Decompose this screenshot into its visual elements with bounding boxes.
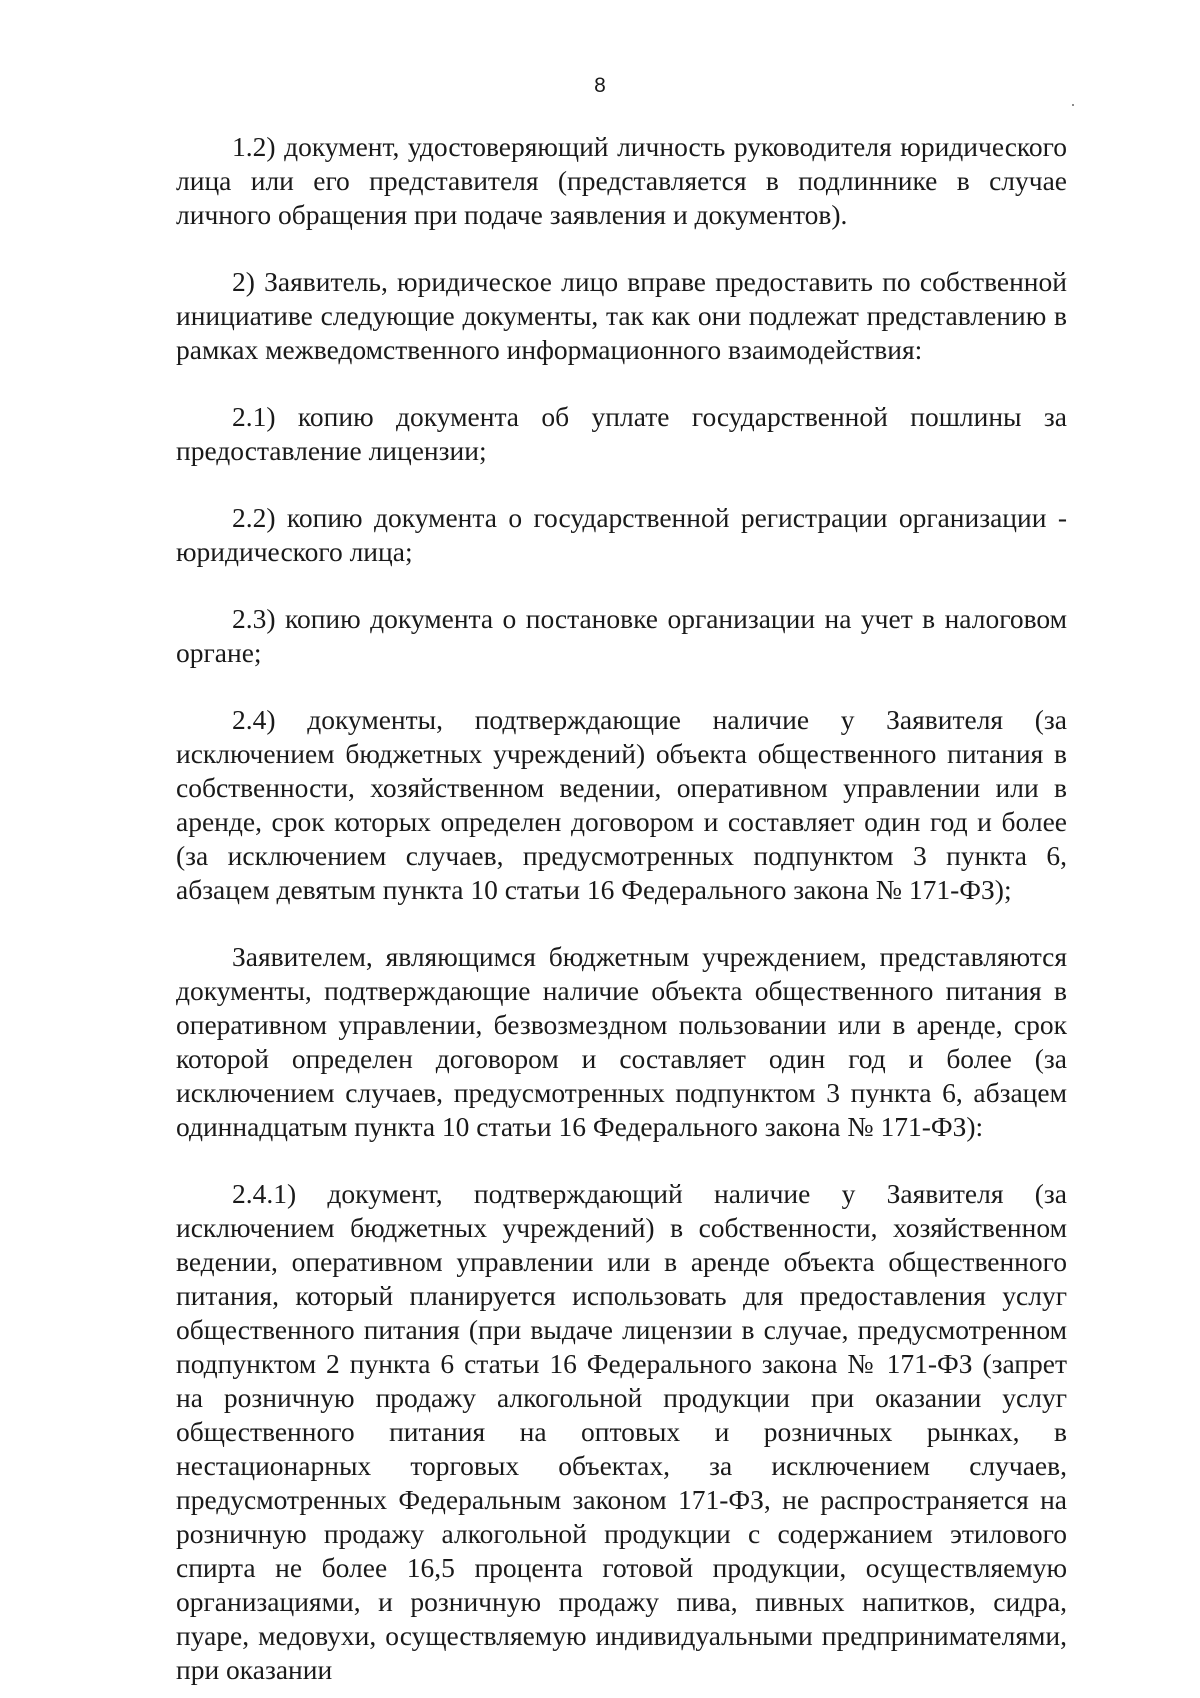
paragraph-2: 2) Заявитель, юридическое лицо вправе предоставить по собственной инициативе следующие документы, так как они подлежат представлению в рамках межведомственного информационного взаимодействия: bbox=[176, 266, 1067, 365]
paragraph-2-3: 2.3) копию документа о постановке организации на учет в налоговом органе; bbox=[176, 603, 1067, 668]
scan-speck bbox=[1072, 104, 1074, 106]
document-body bbox=[176, 130, 1067, 1687]
page-number: 8 bbox=[594, 74, 606, 97]
paragraph-2-4-1: 2.4.1) документ, подтверждающий наличие у Заявителя (за исключением бюджетных учреждений) в собственности, хозяйственном ведении, оперативном управлении или в аренде объекта общественного питания, который планируется использовать для предоставления услуг общественного питания (при выдаче лицензии в случае, предусмотренном подпунктом 2 пункта 6 статьи 16 Федерального закона № 171-ФЗ (запрет на розничную продажу алкогольной продукции при оказании услуг общественного питания на оптовых и розничных рынках, в нестационарных торговых объектах, за исключением случаев, предусмотренных Федеральным законом 171-ФЗ, не распространяется на розничную продажу алкогольной продукции с содержанием этилового спирта не более 16,5 процента готовой продукции, осуществляемую организациями, и розничную продажу пива, пивных напитков, сидра, пуаре, медовухи, осуществляемую индивидуальными предпринимателями, при оказании bbox=[176, 1178, 1067, 1685]
paragraph-2-1: 2.1) копию документа об уплате государственной пошлины за предоставление лицензии; bbox=[176, 401, 1067, 466]
paragraph-budget-institution: Заявителем, являющимся бюджетным учреждением, представляются документы, подтверждающие наличие объекта общественного питания в оперативном управлении, безвозмездном пользовании или в аренде, срок которой определен договором и составляет один год и более (за исключением случаев, предусмотренных подпунктом 3 пункта 6, абзацем одиннадцатым пункта 10 статьи 16 Федерального закона № 171-ФЗ): bbox=[176, 941, 1067, 1142]
paragraph-1-2: 1.2) документ, удостоверяющий личность руководителя юридического лица или его представителя (представляется в подлиннике в случае личного обращения при подаче заявления и документов). bbox=[176, 131, 1067, 230]
paragraph-2-4: 2.4) документы, подтверждающие наличие у Заявителя (за исключением бюджетных учреждений) объекта общественного питания в собственности, хозяйственном ведении, оперативном управлении или в аренде, срок которых определен договором и составляет один год и более (за исключением случаев, предусмотренных подпунктом 3 пункта 6, абзацем девятым пункта 10 статьи 16 Федерального закона № 171-ФЗ); bbox=[176, 704, 1067, 905]
paragraph-2-2: 2.2) копию документа о государственной регистрации организации - юридического лица; bbox=[176, 502, 1067, 567]
